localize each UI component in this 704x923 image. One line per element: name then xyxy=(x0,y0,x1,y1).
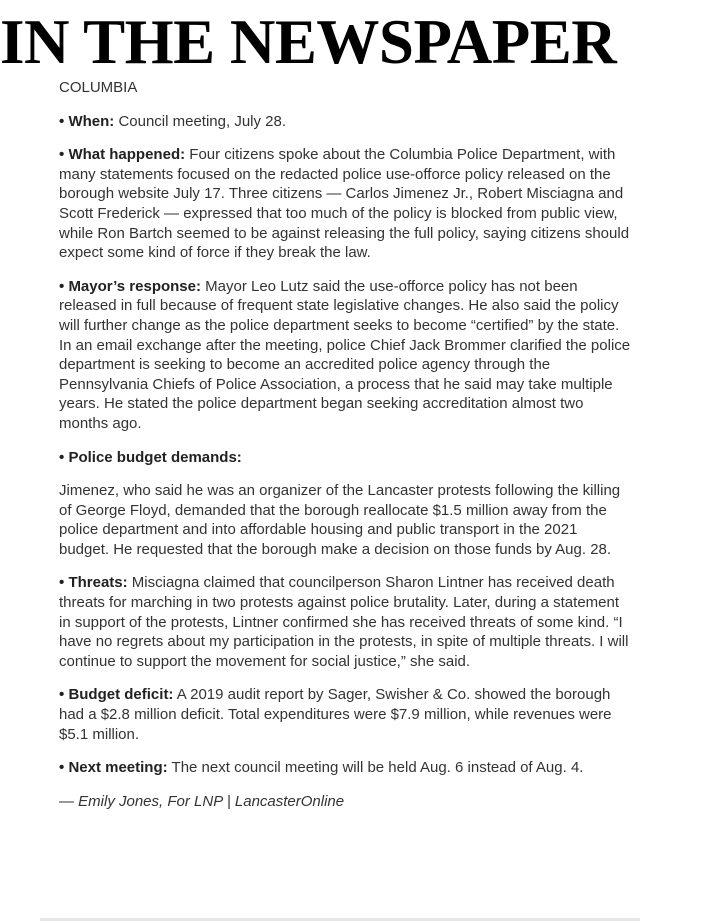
bottom-divider xyxy=(40,918,640,921)
section-text: Four citizens spoke about the Columbia Police Department, with many statements focused on the redacted police use-offorce policy released on the borough website July 17. Three citizens — Carlos Jimenez Jr., Robert Misciagna and Scott Frederick — expressed that too much of the policy is blocked from public view, while Ron Bartch seemed to be against releasing the full policy, saying citizens should expect some kind of force if they break the law. xyxy=(59,146,630,262)
section-mayors-response xyxy=(59,277,631,434)
section-text: Mayor Leo Lutz said the use-offorce policy has not been released in full because of frequent state legislative changes. He also said the policy will further change as the police department seeks to become “certified” by the state. In an email exchange after the meeting, police Chief Jack Brommer clarified the police department is seeking to become an accredited police agency through the Pennsylvania Chiefs of Police Association, a process that he said may take multiple years. He stated the police department began seeking accreditation almost two months ago. xyxy=(59,277,631,432)
section-label: • Mayor’s response: xyxy=(59,277,201,295)
budget-demands-text: Jimenez, who said he was an organizer of the Lancaster protests following the killing of George Floyd, demanded that the borough reallocate $1.5 million away from the police department and into affordable housing and public transport in the 2021 budget. He requested that the borough make a decision on those funds by Aug. 28. xyxy=(59,482,621,558)
section-text: Council meeting, July 28. xyxy=(118,112,287,130)
section-label: • Budget deficit: xyxy=(59,686,174,704)
section-what-happened xyxy=(59,145,631,263)
section-label: • When: xyxy=(59,112,115,130)
section-next-meeting xyxy=(59,758,631,778)
section-label: • Threats: xyxy=(59,574,128,592)
section-text: A 2019 audit report by Sager, Swisher & Co. showed the borough had a $2.8 million deficit. Total expenditures were $7.9 million, while revenues were $5.1 million. xyxy=(59,686,612,743)
section-text: Misciagna claimed that councilperson Sharon Lintner has received death threats for marching in two protests against police brutality. Later, during a statement in support of the protests, Lintner confirmed she has received threats of some kind. “I have no regrets about my participation in the protests, in spite of multiple threats. I will continue to support the movement for social justice,” she said. xyxy=(59,574,629,670)
section-label: • Police budget demands: xyxy=(59,448,242,466)
article-body xyxy=(59,78,631,811)
section-police-budget-demands xyxy=(59,448,631,468)
newspaper-headline: IN THE NEWSPAPER xyxy=(0,7,617,77)
byline: — Emily Jones, For LNP | LancasterOnline xyxy=(59,792,345,810)
dateline: COLUMBIA xyxy=(59,79,138,96)
section-label: • What happened: xyxy=(59,146,186,164)
section-label: • Next meeting: xyxy=(59,759,168,777)
section-threats xyxy=(59,573,631,671)
section-text: The next council meeting will be held Aug. 6 instead of Aug. 4. xyxy=(171,759,584,777)
section-when xyxy=(59,112,631,132)
section-budget-deficit xyxy=(59,685,631,744)
